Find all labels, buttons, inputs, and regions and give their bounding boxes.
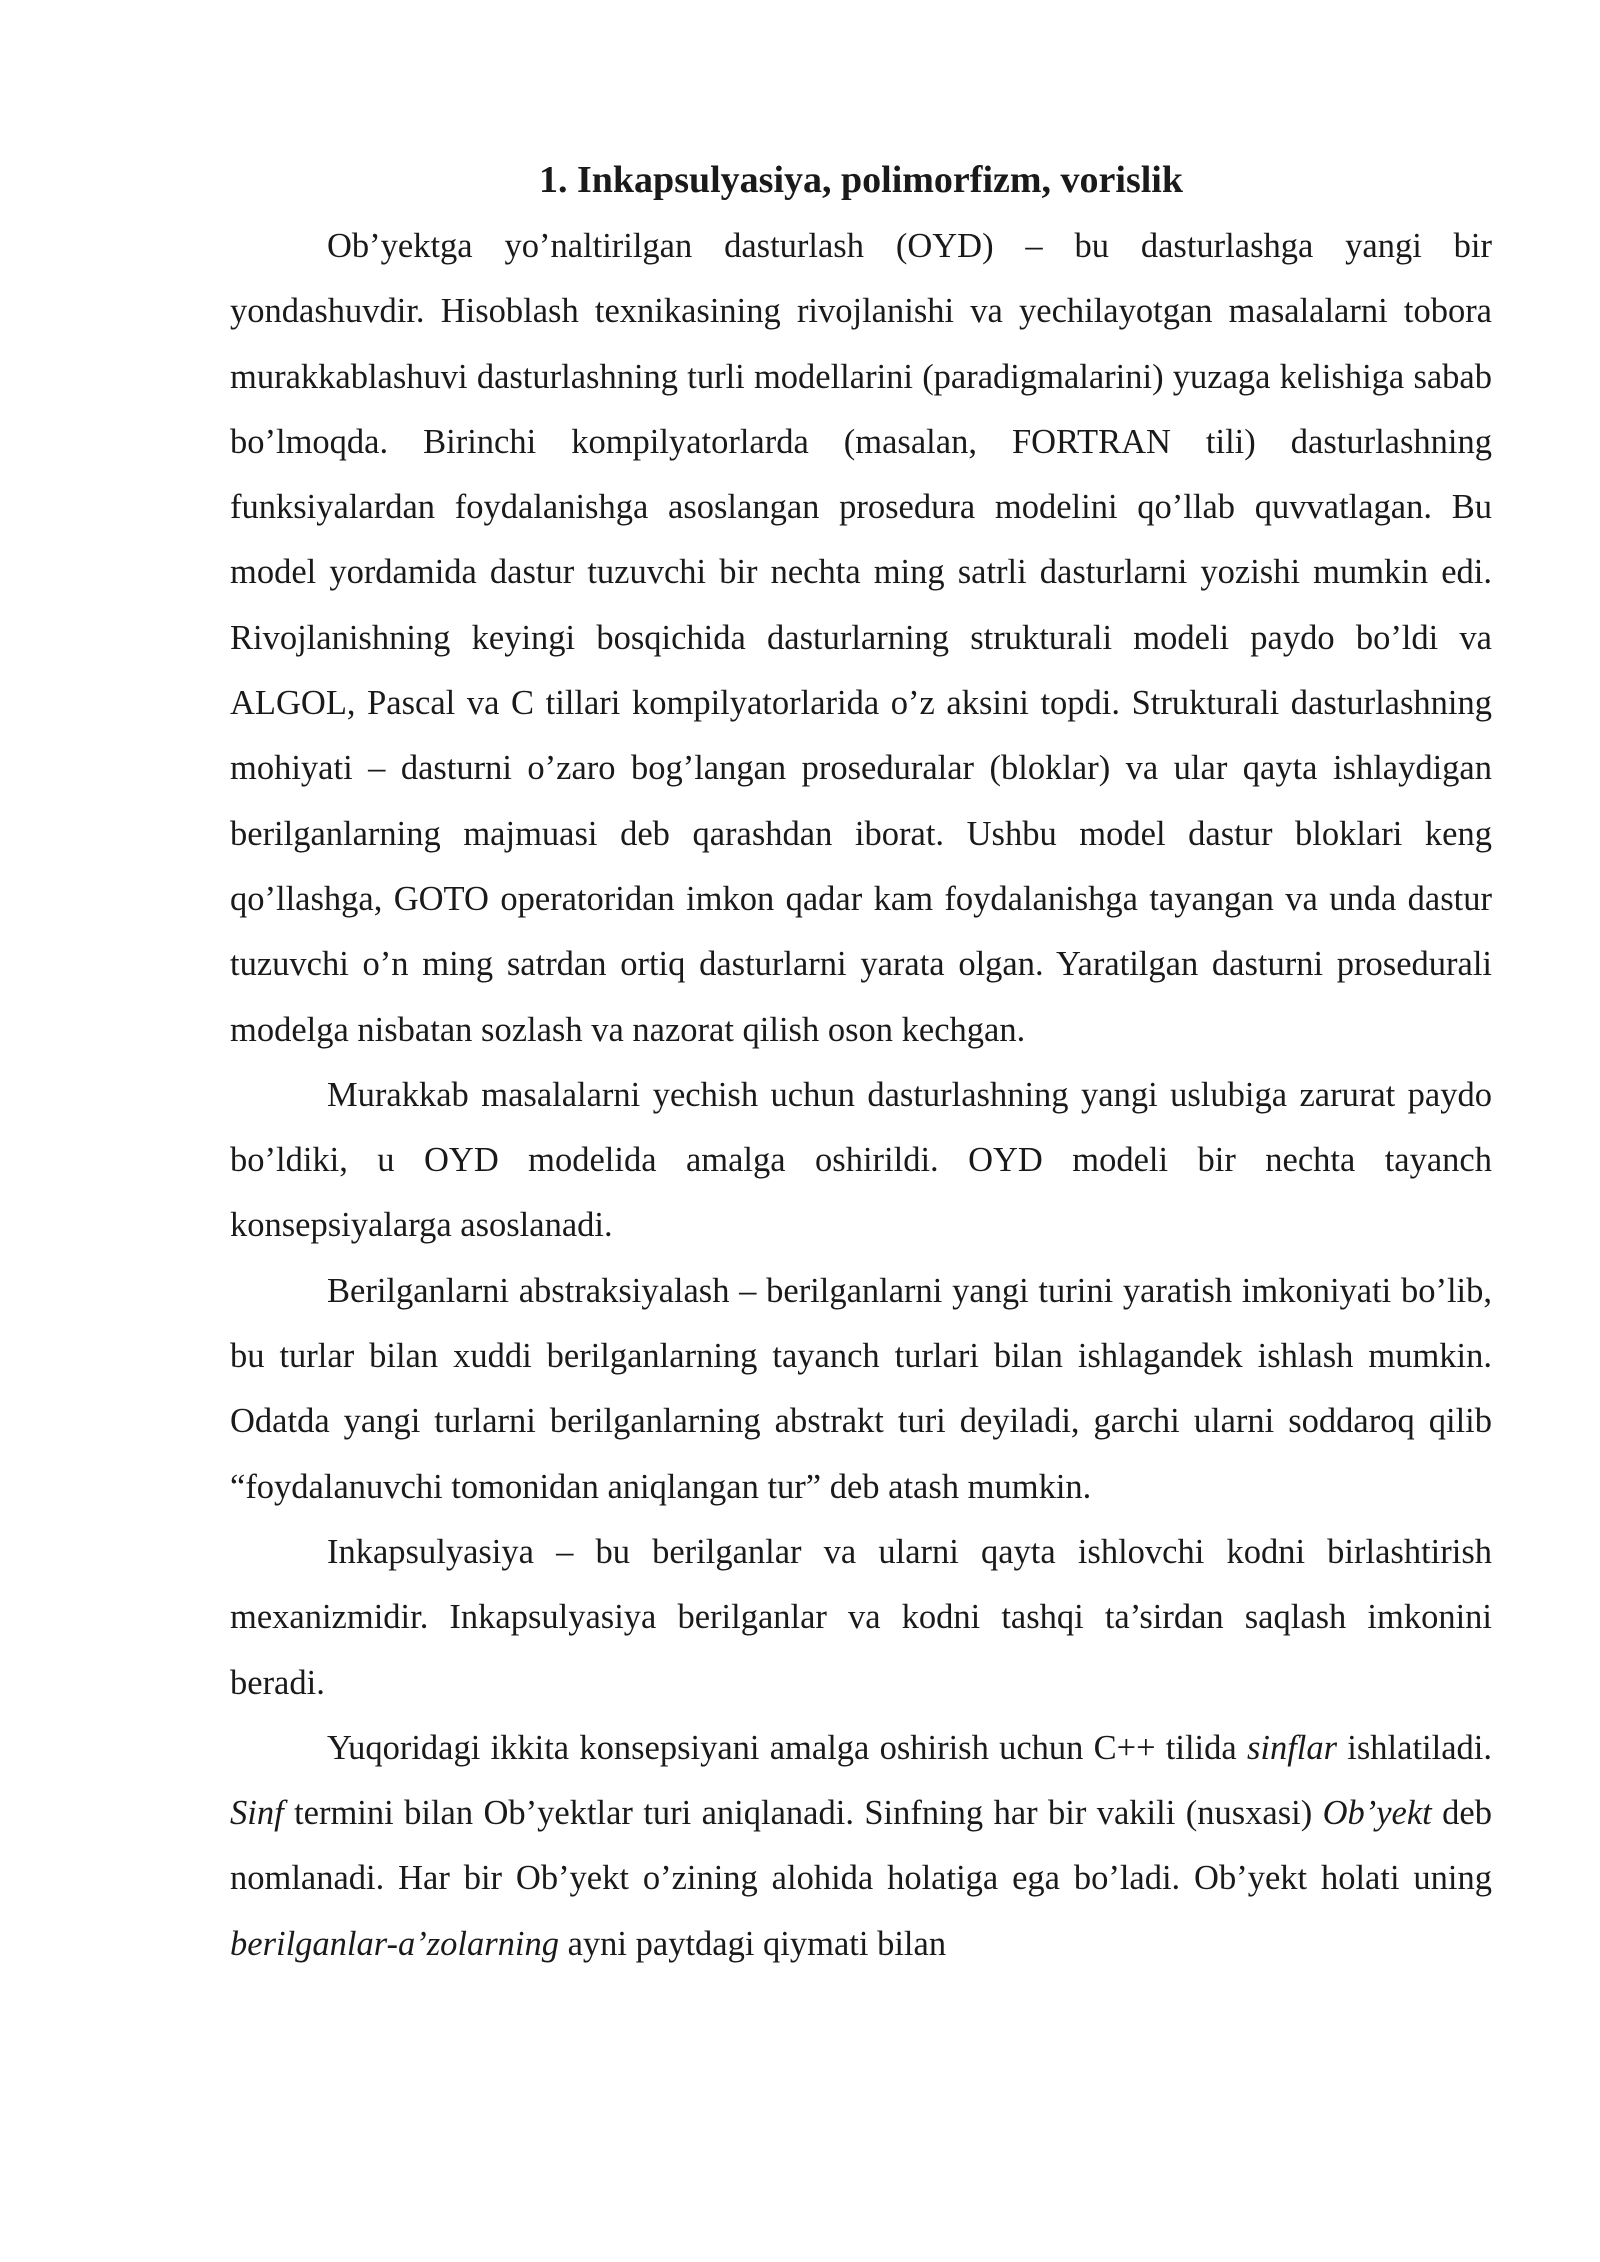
paragraph-text: ayni paytdagi qiymati bilan bbox=[558, 1924, 947, 1963]
paragraph-text: Murakkab masalalarni yechish uchun dasturlashning yangi uslubiga zarurat paydo bo’ldiki, u OYD modelida amalga oshirildi. OYD modeli bir nechta tayanch konsepsiyalarga asoslanadi. bbox=[230, 1075, 1492, 1245]
italic-term: berilganlar-a’zolarning bbox=[230, 1924, 559, 1963]
paragraph-text: Yuqoridagi ikkita konsepsiyani amalga oshirish uchun C++ tilida bbox=[327, 1728, 1247, 1767]
italic-term: Sinf bbox=[230, 1794, 284, 1833]
italic-term: sinflar bbox=[1246, 1728, 1338, 1767]
section-title: 1. Inkapsulyasiya, polimorfizm, vorislik bbox=[539, 159, 1183, 201]
body-paragraph bbox=[230, 1520, 1492, 1716]
paragraph-text: deb nomlanadi. Har bir Ob’yekt o’zining alohida holatiga ega bo’ladi. Ob’yekt holati uning bbox=[230, 1794, 1492, 1898]
body-paragraph bbox=[230, 1063, 1492, 1259]
paragraph-list bbox=[230, 214, 1492, 1977]
document-body bbox=[230, 150, 1492, 1977]
body-paragraph bbox=[230, 1259, 1492, 1520]
body-paragraph bbox=[230, 214, 1492, 1063]
paragraph-text: ishlatiladi. bbox=[1337, 1728, 1492, 1767]
body-paragraph bbox=[230, 1716, 1492, 1977]
paragraph-text: termini bilan Ob’yektlar turi aniqlanadi. Sinfning har bir vakili (nusxasi) bbox=[283, 1794, 1323, 1833]
paragraph-text: Berilganlarni abstraksiyalash – berilganlarni yangi turini yaratish imkoniyati bo’lib, bu turlar bilan xuddi berilganlarning tayanch turlari bilan ishlagandek ishlash mumkin. Odatda yangi turlarni berilganlarning abstrakt turi deyiladi, garchi ularni soddaroq qilib “foydalanuvchi tomonidan aniqlangan tur” deb atash mumkin. bbox=[230, 1271, 1492, 1506]
paragraph-text: Inkapsulyasiya – bu berilganlar va ularni qayta ishlovchi kodni birlashtirish mexanizmidir. Inkapsulyasiya berilganlar va kodni tashqi ta’sirdan saqlash imkonini beradi. bbox=[230, 1532, 1492, 1702]
italic-term: Ob’yekt bbox=[1322, 1794, 1432, 1833]
paragraph-text: Ob’yektga yo’naltirilgan dasturlash (OYD) – bu dasturlashga yangi bir yondashuvdir. Hisoblash texnikasining rivojlanishi va yechilayotgan masalalarni tobora murakkablashuvi dasturlashning turli modellarini (paradigmalarini) yuzaga kelishiga sabab bo’lmoqda. Birinchi kompilyatorlarda (masalan, FORTRAN tili) dasturlashning funksiyalardan foydalanishga asoslangan prosedura modelini qo’llab quvvatlagan. Bu model yordamida dastur tuzuvchi bir nechta ming satrli dasturlarni yozishi mumkin edi. Rivojlanishning keyingi bosqichida dasturlarning strukturali modeli paydo bo’ldi va ALGOL, Pascal va C tillari kompilyatorlarida o’z aksini topdi. Strukturali dasturlashning mohiyati – dasturni o’zaro bog’langan proseduralar (bloklar) va ular qayta ishlaydigan berilganlarning majmuasi deb qarashdan iborat. Ushbu model dastur bloklari keng qo’llashga, GOTO operatoridan imkon qadar kam foydalanishga tayangan va unda dastur tuzuvchi o’n ming satrdan ortiq dasturlarni yarata olgan. Yaratilgan dasturni prosedurali modelga nisbatan sozlash va nazorat qilish oson kechgan. bbox=[230, 227, 1492, 1049]
